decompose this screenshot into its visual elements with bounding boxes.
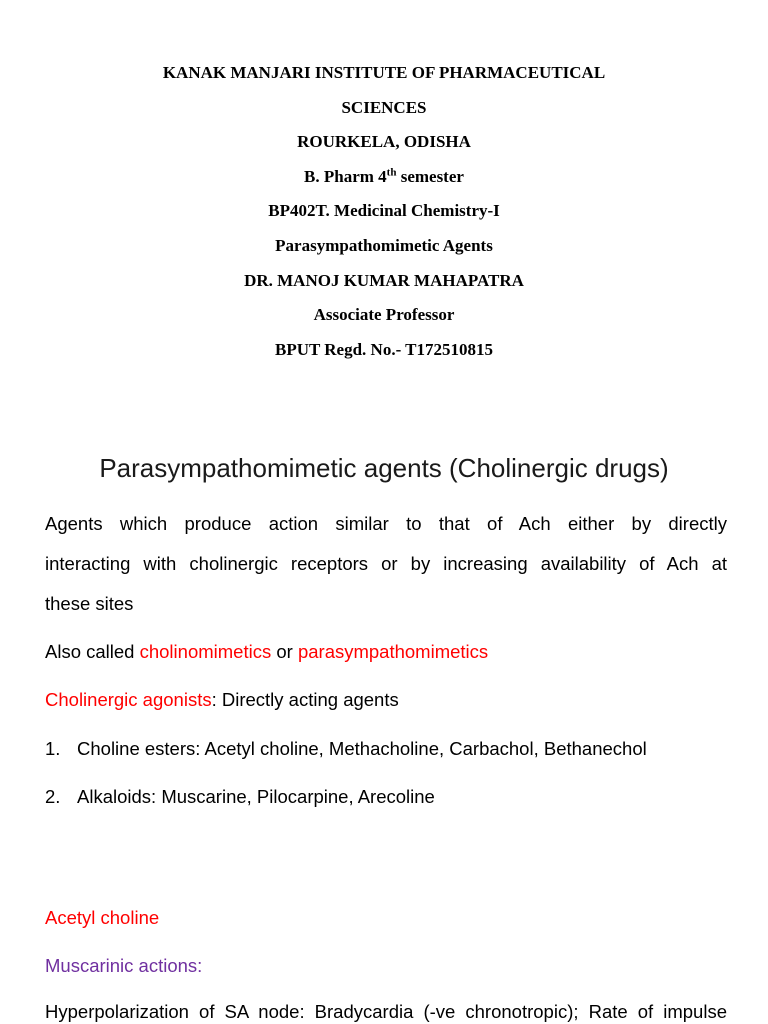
program-prefix: B. Pharm 4: [304, 166, 387, 186]
institute-name-line1: KANAK MANJARI INSTITUTE OF PHARMACEUTICAL: [162, 63, 606, 82]
acetyl-choline-heading: Acetyl choline: [45, 907, 160, 928]
topic-title: Parasympathomimetic Agents: [275, 235, 493, 255]
term-parasympathomimetics: parasympathomimetics: [297, 641, 489, 662]
author-name: DR. MANOJ KUMAR MAHAPATRA: [244, 270, 524, 290]
institute-name-line2: SCIENCES: [341, 97, 427, 117]
registration-number: BPUT Regd. No.- T172510815: [274, 339, 494, 359]
list-text: Choline esters: Acetyl choline, Methacholine, Carbachol, Bethanechol: [77, 738, 647, 759]
definition-line-2: interacting with cholinergic receptors or by increasing availability of Ach at: [45, 553, 727, 574]
program-semester: [0, 162, 768, 197]
term-cholinergic-agonists: Cholinergic agonists: [45, 689, 212, 710]
section-title: Parasympathomimetic agents (Cholinergic drugs): [99, 453, 669, 483]
term-cholinomimetics: cholinomimetics: [139, 641, 272, 662]
muscarinic-line-1: Hyperpolarization of SA node: Bradycardia (-ve chronotropic); Rate of impulse: [45, 1001, 727, 1022]
list-item: [45, 786, 435, 808]
muscarinic-actions-heading: Muscarinic actions:: [45, 955, 203, 976]
definition-line-3: these sites: [45, 593, 134, 614]
muscarinic-paragraph: [45, 992, 727, 1024]
definition-line-1: Agents which produce action similar to that of Ach either by directly: [45, 513, 727, 534]
list-number: 2.: [45, 786, 61, 807]
definition-paragraph: [45, 504, 727, 624]
title-block: [0, 58, 768, 369]
ordinal-suffix: th: [386, 166, 397, 179]
also-called-prefix: Also called: [45, 641, 140, 662]
semester-word: semester: [396, 166, 464, 186]
author-designation: Associate Professor: [313, 305, 455, 325]
list-number: 1.: [45, 738, 61, 759]
list-text: Alkaloids: Muscarine, Pilocarpine, Arecoline: [77, 786, 435, 807]
also-called-line: [45, 641, 488, 663]
list-item: [45, 738, 647, 760]
agonists-description: : Directly acting agents: [211, 689, 399, 710]
course-code-title: BP402T. Medicinal Chemistry-I: [268, 201, 500, 221]
connector-or: or: [271, 641, 298, 662]
agonists-line: [45, 689, 399, 711]
institute-location: ROURKELA, ODISHA: [297, 132, 471, 152]
